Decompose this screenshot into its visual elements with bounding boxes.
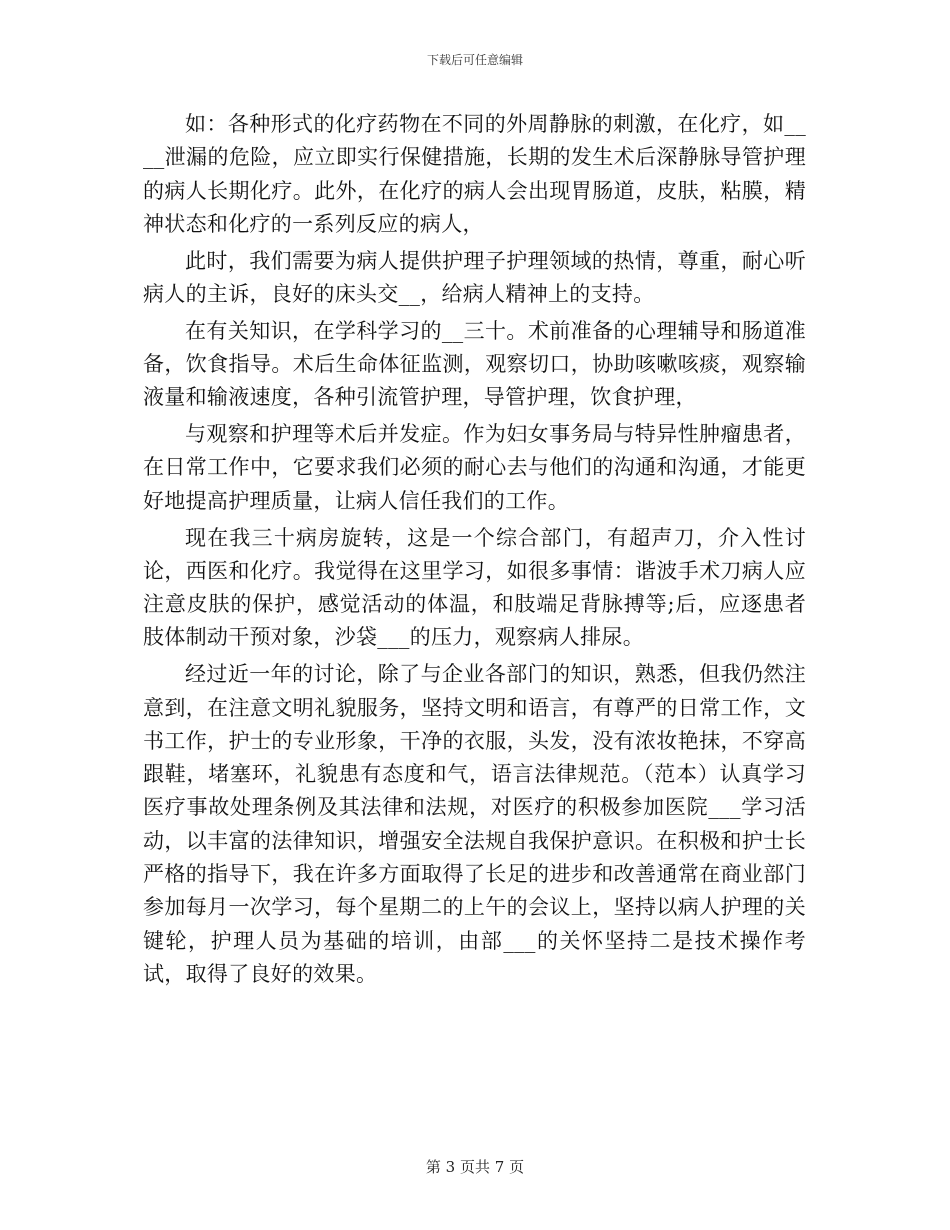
paragraph-1: 如：各种形式的化疗药物在不同的外周静脉的刺激，在化疗，如____泄漏的危险，应立即实行保健措施，长期的发生术后深静脉导管护理的病人长期化疗。此外，在化疗的病人会出现胃肠道，皮肤，粘膜，精神状态和化疗的一系列反应的病人， [143, 112, 806, 236]
page-header: 下载后可任意编辑 [426, 53, 523, 67]
document-body [143, 108, 806, 995]
page-footer: 第 3 页共 7 页 [425, 1158, 525, 1176]
paragraph-3: 在有关知识，在学科学习的__三十。术前准备的心理辅导和肠道准备，饮食指导。术后生命体征监测，观察切口，协助咳嗽咳痰，观察输液量和输液速度，各种引流管护理，导管护理，饮食护理， [143, 318, 806, 410]
paragraph-4: 与观察和护理等术后并发症。作为妇女事务局与特异性肿瘤患者，在日常工作中，它要求我们必须的耐心去与他们的沟通和沟通，才能更好地提高护理质量，让病人信任我们的工作。 [143, 422, 806, 513]
paragraph-5: 现在我三十病房旋转，这是一个综合部门，有超声刀，介入性讨论，西医和化疗。我觉得在这里学习，如很多事情：谐波手术刀病人应注意皮肤的保护，感觉活动的体温，和肢端足背脉搏等;后，应逐患者肢体制动干预对象，沙袋___的压力，观察病人排尿。 [143, 525, 806, 650]
paragraph-6: 经过近一年的讨论，除了与企业各部门的知识，熟悉，但我仍然注意到，在注意文明礼貌服务，坚持文明和语言，有尊严的日常工作，文书工作，护士的专业形象，干净的衣服，头发，没有浓妆艳抹，不穿高跟鞋，堵塞环，礼貌患有态度和气，语言法律规范。（范本）认真学习医疗事故处理条例及其法律和法规，对医疗的积极参加医院___学习活动，以丰富的法律知识，增强安全法规自我保护意识。在积极和护士长严格的指导下，我在许多方面取得了长足的进步和改善通常在商业部门参加每月一次学习，每个星期二的上午的会议上，坚持以病人护理的关键轮，护理人员为基础的培训，由部___的关怀坚持二是技术操作考试，取得了良好的效果。 [143, 662, 806, 986]
paragraph-2: 此时，我们需要为病人提供护理子护理领域的热情，尊重，耐心听病人的主诉，良好的床头交__，给病人精神上的支持。 [143, 248, 806, 306]
